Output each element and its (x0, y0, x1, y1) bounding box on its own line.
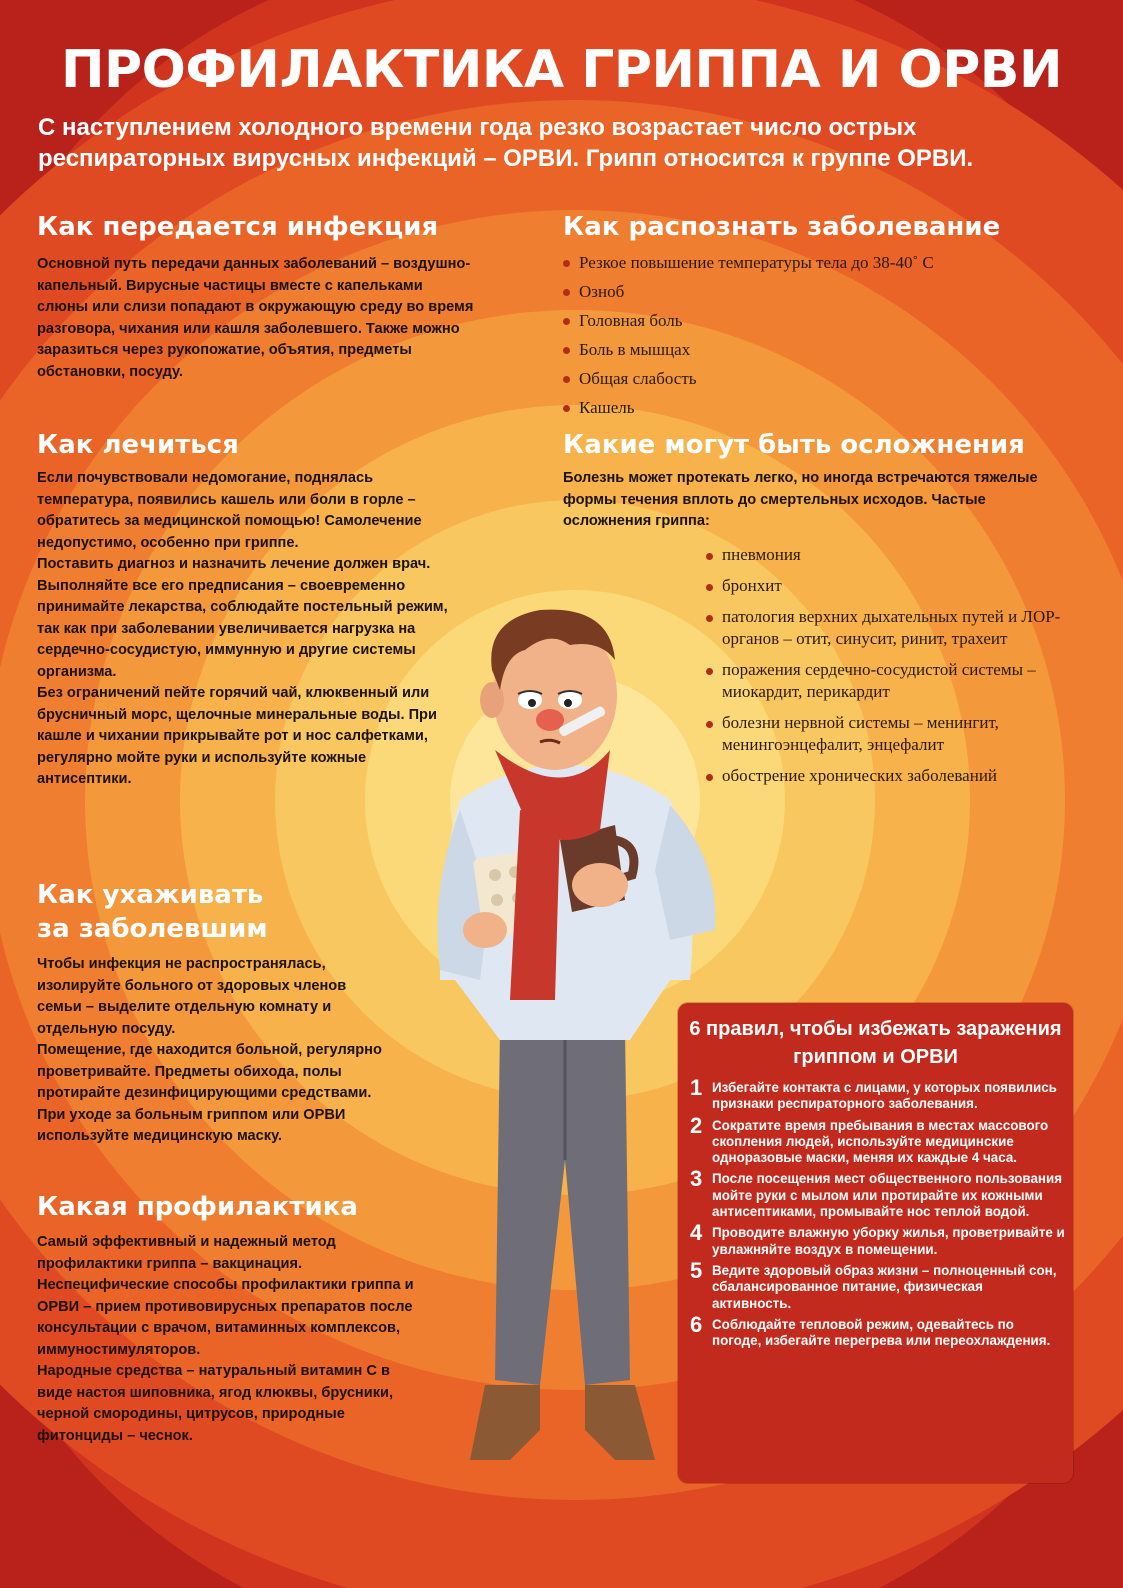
symptom-item: Общая слабость (563, 364, 1083, 393)
care-p1: Чтобы инфекция не распространялась, изолируйте больного от здоровых членов семьи – выделите отдельную комнату и отдельную посуду. (37, 956, 347, 1037)
rules-list (678, 1077, 1073, 1349)
prevention-section (37, 1190, 425, 1447)
complication-item: обострение хронических заболеваний (706, 765, 1076, 787)
transmission-heading: Как передается инфекция (37, 212, 439, 242)
prevention-heading: Какая профилактика (37, 1192, 358, 1222)
symptoms-section (563, 210, 1083, 422)
rules-box (678, 1003, 1073, 1483)
rule-text: Проводите влажную уборку жилья, проветривайте и увлажняйте воздух в помещении. (712, 1225, 1065, 1257)
complication-item: болезни нервной системы – менингит, менингоэнцефалит, энцефалит (706, 712, 1076, 756)
treatment-p3: Без ограничений пейте горячий чай, клюквенный или брусничный морс, щелочные минеральные воды. При кашле и чихании прикрывайте рот и нос салфетками, регулярно мойте руки и используйте кожные антисептики. (37, 685, 437, 787)
rule-number: 5 (690, 1257, 703, 1283)
rule-number: 6 (690, 1311, 703, 1337)
care-section (37, 878, 382, 1148)
symptom-item: Кашель (563, 393, 1083, 422)
rule-number: 2 (690, 1112, 703, 1138)
intro-text: С наступлением холодного времени года резко возрастает число острых респираторных вирусных инфекций – ОРВИ. Грипп относится к группе ОРВИ. (38, 114, 974, 172)
rule-item (690, 1077, 1065, 1113)
complications-list (706, 544, 1076, 796)
complication-item: поражения сердечно-сосудистой системы – миокардит, перикардит (706, 659, 1076, 703)
treatment-p1: Если почувствовали недомогание, поднялась температура, появились кашель или боли в горле – обратитесь за медицинской помощью! Самолечение недопустимо, особенно при гриппе. (37, 470, 422, 551)
transmission-section (37, 210, 477, 383)
symptoms-list (563, 248, 1083, 422)
symptom-item: Резкое повышение температуры тела до 38-40˚ С (563, 248, 1083, 277)
prevention-p1: Самый эффективный и надежный метод профилактики гриппа – вакцинация. (37, 1234, 336, 1272)
page-title: ПРОФИЛАКТИКА ГРИППА И ОРВИ (61, 40, 1062, 100)
complication-item: бронхит (706, 575, 1076, 597)
rule-item (690, 1257, 1065, 1312)
symptom-item: Озноб (563, 277, 1083, 306)
rule-item (690, 1222, 1065, 1258)
care-p2: Помещение, где находится больной, регулярно проветривайте. Предметы обихода, полы протирайте дезинфицирующими средствами. При уходе за больным гриппом или ОРВИ используйте медицинскую маску. (37, 1042, 382, 1144)
rule-text: После посещения мест общественного пользования мойте руки с мылом или протирайте их кожными антисептиками, промывайте нос теплой водой. (712, 1171, 1063, 1220)
complication-item: патология верхних дыхательных путей и ЛОР-органов – отит, синусит, ринит, трахеит (706, 606, 1076, 650)
treatment-section (37, 428, 457, 791)
transmission-text: Основной путь передачи данных заболеваний – воздушно-капельный. Вирусные частицы вместе с капельками слюны или слизи попадают в окружающую среду во время разговора, чихания или кашля заболевшего. Также можно заразиться через рукопожатие, объятия, предметы обстановки, посуду. (37, 256, 474, 380)
rule-text: Избегайте контакта с лицами, у которых появились признаки респираторного заболевания. (712, 1080, 1057, 1112)
rule-item (690, 1168, 1065, 1220)
care-heading-line2: за заболевшим (37, 914, 268, 944)
complications-section (563, 428, 1083, 533)
complications-heading: Какие могут быть осложнения (563, 430, 1025, 460)
rule-item (690, 1311, 1065, 1350)
rule-number: 4 (690, 1220, 703, 1246)
complications-intro: Болезнь может протекать легко, но иногда встречаются тяжелые формы течения вплоть до смертельных исходов. Частые осложнения гриппа: (563, 470, 1038, 529)
symptom-item: Боль в мышцах (563, 335, 1083, 364)
treatment-p2: Поставить диагноз и назначить лечение должен врач. Выполняйте все его предписания – своевременно принимайте лекарства, соблюдайте постельный режим, так как при заболевании увеличивается нагрузка на сердечно-сосудистую, иммунную и другие системы организма. (37, 556, 448, 680)
rule-text: Ведите здоровый образ жизни – полноценный сон, сбалансированное питание, физическая активность. (712, 1262, 1057, 1311)
rule-number: 3 (690, 1166, 703, 1192)
rule-number: 1 (690, 1075, 703, 1100)
treatment-heading: Как лечиться (37, 430, 239, 460)
rule-text: Соблюдайте тепловой режим, одевайтесь по погоде, избегайте перегрева или переохлаждения. (712, 1316, 1051, 1349)
rule-text: Сократите время пребывания в местах массового скопления людей, используйте медицинские одноразовые маски, меняя их каждые 4 часа. (712, 1117, 1049, 1166)
symptom-item: Головная боль (563, 306, 1083, 335)
rules-heading: 6 правил, чтобы избежать заражения гриппом и ОРВИ (689, 1018, 1062, 1068)
rule-item (690, 1112, 1065, 1167)
prevention-p2: Неспецифические способы профилактики гриппа и ОРВИ – прием противовирусных препаратов после консультации с врачом, витаминных комплексов, иммуностимуляторов. (37, 1277, 414, 1358)
symptoms-heading: Как распознать заболевание (563, 212, 1001, 242)
complication-item: пневмония (706, 544, 1076, 566)
care-heading-line1: Как ухаживать (37, 880, 264, 910)
prevention-p3: Народные средства – натуральный витамин С в виде настоя шиповника, ягод клюквы, брусники, черной смородины, цитрусов, природные фитонциды – чеснок. (37, 1363, 394, 1444)
